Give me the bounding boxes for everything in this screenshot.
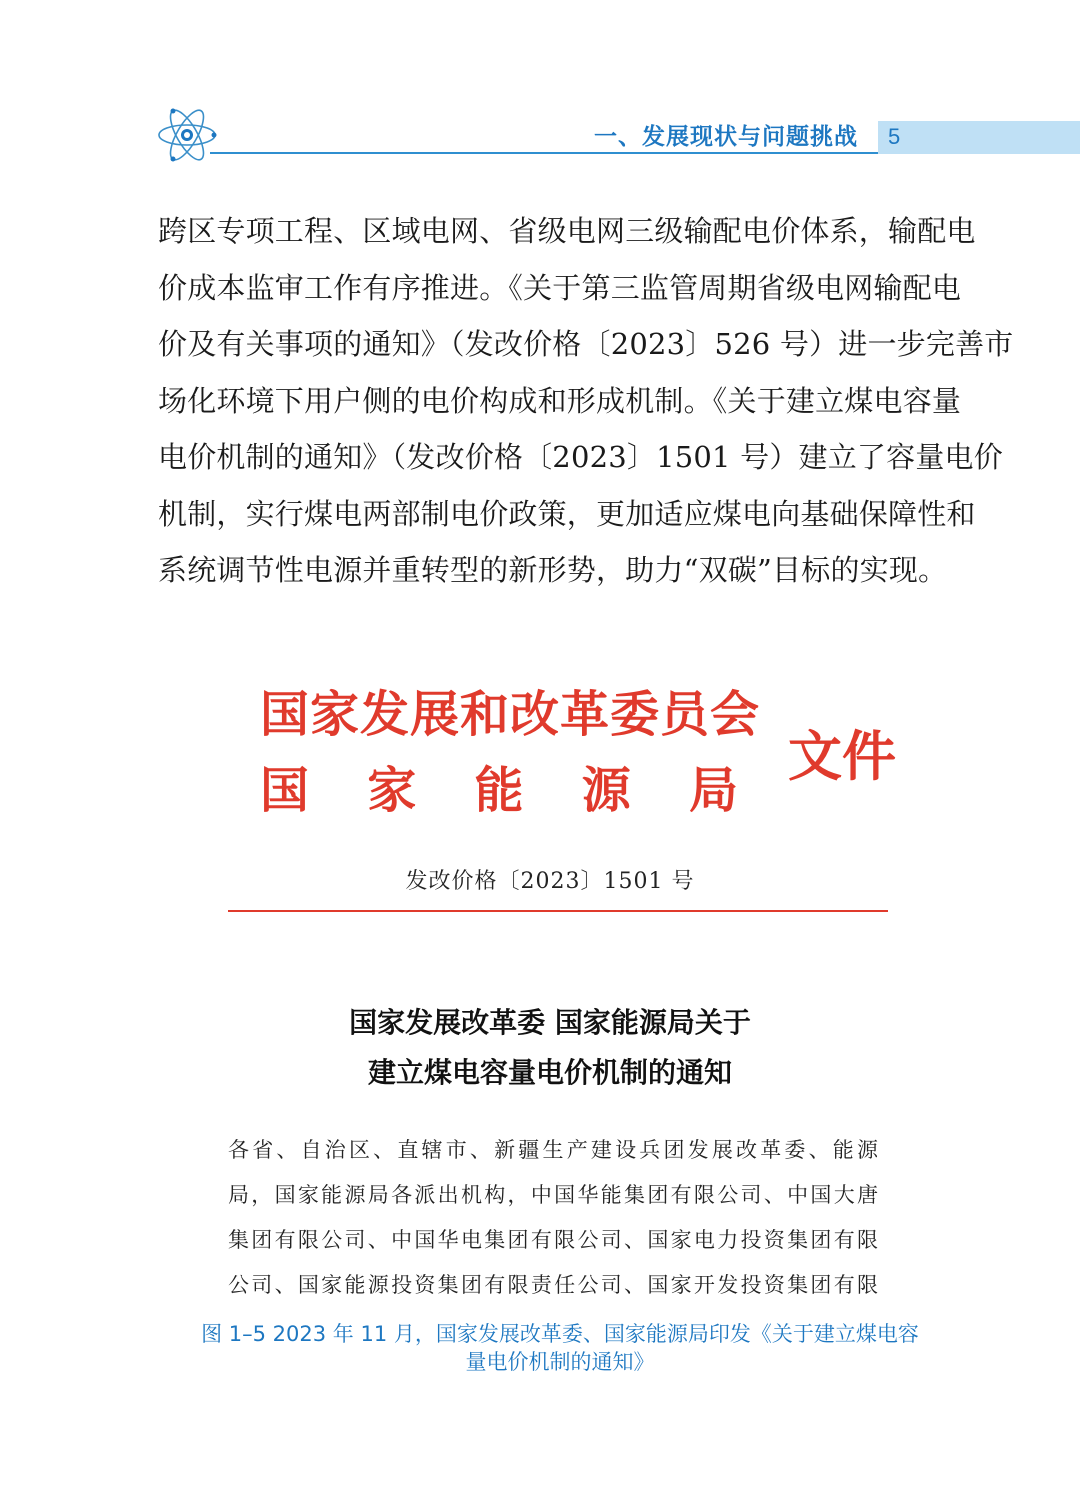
recipient-line: 各省、自治区、直辖市、新疆生产建设兵团发展改革委、能源	[228, 1138, 880, 1162]
notice-title-line: 国家发展改革委 国家能源局关于	[349, 1006, 751, 1039]
recipient-line: 集团有限公司、中国华电集团有限公司、国家电力投资集团有限	[228, 1228, 880, 1252]
issuer-nea	[260, 752, 738, 822]
page-number-box	[878, 121, 1080, 154]
issuer-nea-char: 能	[474, 761, 524, 819]
body-line: 电价机制的通知》（发改价格〔2023〕1501 号）建立了容量电价	[158, 440, 1003, 474]
chapter-title: 一、发展现状与问题挑战	[594, 124, 858, 150]
caption-line: 量电价机制的通知》	[465, 1350, 655, 1374]
notice-recipients	[228, 1128, 880, 1308]
issuer-nea-char: 国	[260, 761, 310, 819]
page-header	[150, 100, 1080, 170]
body-paragraph	[158, 203, 1014, 599]
body-line: 机制，实行煤电两部制电价政策，更加适应煤电向基础保障性和	[158, 496, 976, 531]
document-figure	[220, 670, 900, 1310]
issuer-nea-char: 局	[688, 761, 738, 819]
body-line: 场化环境下用户侧的电价构成和形成机制。《关于建立煤电容量	[158, 383, 962, 418]
atom-icon	[156, 104, 218, 166]
recipient-line: 公司、国家能源投资集团有限责任公司、国家开发投资集团有限	[228, 1273, 880, 1297]
document-number: 发改价格〔2023〕1501 号	[405, 869, 695, 894]
caption-line: 图 1–5 2023 年 11 月，国家发展改革委、国家能源局印发《关于建立煤电容	[201, 1322, 919, 1346]
issuer-nea-char: 源	[581, 761, 631, 819]
issuer-suffix: 文件	[788, 724, 896, 788]
issuer-nea-char: 家	[367, 761, 417, 819]
figure-caption	[160, 1320, 960, 1376]
body-line: 价成本监审工作有序推进。《关于第三监管周期省级电网输配电	[158, 270, 962, 305]
notice-title-line: 建立煤电容量电价机制的通知	[367, 1056, 732, 1089]
header-rule	[210, 152, 880, 154]
recipient-line: 局，国家能源局各派出机构，中国华能集团有限公司、中国大唐	[228, 1183, 880, 1207]
red-divider	[228, 910, 888, 912]
body-line: 系统调节性电源并重转型的新形势，助力“双碳”目标的实现。	[158, 553, 948, 587]
body-line: 价及有关事项的通知》（发改价格〔2023〕526 号）进一步完善市	[158, 327, 1014, 361]
issuer-ndrc: 国家发展和改革委员会	[260, 685, 761, 743]
body-line: 跨区专项工程、区域电网、省级电网三级输配电价体系，输配电	[158, 214, 976, 248]
page-number: 5	[888, 124, 901, 149]
notice-title	[220, 998, 880, 1098]
